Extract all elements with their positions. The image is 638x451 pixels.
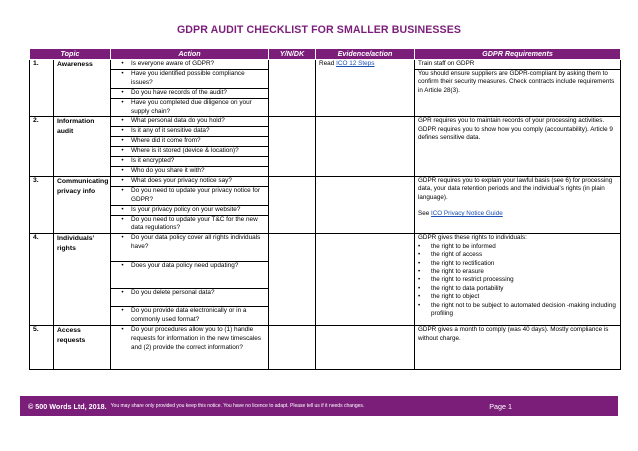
bullet-icon: • bbox=[418, 259, 421, 267]
action-text: Do you need to update your privacy notice for GDPR? bbox=[131, 186, 260, 203]
bullet-icon: • bbox=[121, 215, 124, 223]
row-number: 3. bbox=[30, 176, 54, 233]
row-number: 4. bbox=[30, 234, 54, 326]
bullet-icon: • bbox=[418, 242, 421, 250]
row-topic: Access requests bbox=[54, 326, 111, 370]
bullet-icon: • bbox=[418, 284, 421, 292]
action-cell bbox=[111, 147, 269, 157]
rights-list bbox=[418, 243, 617, 319]
action-text: Is your privacy policy on your website? bbox=[131, 205, 241, 213]
table-row bbox=[30, 176, 621, 186]
action-text: Do you have records of the audit? bbox=[131, 88, 227, 96]
action-cell bbox=[111, 234, 269, 262]
bullet-icon: • bbox=[121, 186, 124, 194]
table-row bbox=[30, 117, 621, 127]
action-text: Is it encrypted? bbox=[131, 157, 175, 165]
action-cell bbox=[111, 326, 269, 370]
action-text: Is it any of it sensitive data? bbox=[131, 127, 210, 135]
action-cell bbox=[111, 186, 269, 205]
footer-bar bbox=[20, 396, 618, 416]
table-row bbox=[30, 234, 621, 262]
footer-copyright: © 500 Words Ltd, 2018. bbox=[28, 401, 107, 411]
page-number: Page 1 bbox=[489, 401, 512, 411]
bullet-icon: • bbox=[121, 166, 124, 174]
row-number: 2. bbox=[30, 117, 54, 176]
ynd-cell[interactable] bbox=[269, 60, 316, 117]
requirement-cell: GDPR gives a month to comply (was 40 days). Mostly compliance is without charge. bbox=[415, 326, 621, 370]
action-text: Is everyone aware of GDPR? bbox=[131, 60, 215, 67]
action-text: Have you identified possible compliance issues? bbox=[131, 69, 245, 86]
action-cell bbox=[111, 127, 269, 137]
action-text: Have you completed due diligence on your supply chain? bbox=[131, 98, 252, 115]
requirement-cell: GPR requires you to maintain records of your processing activities. GDPR requires you to show how you comply (accountability). Article 9 defines sensitive data. bbox=[415, 117, 621, 176]
action-text: Do your procedures allow you to (1) handle requests for information in the new timescales and (2) provide the correct information? bbox=[131, 326, 262, 351]
row-number: 1. bbox=[30, 60, 54, 117]
bullet-icon: • bbox=[418, 267, 421, 275]
header-topic: Topic bbox=[30, 49, 111, 60]
checklist-table bbox=[29, 48, 621, 370]
action-cell bbox=[111, 262, 269, 289]
action-cell bbox=[111, 307, 269, 326]
action-text: Where is it stored (device & location)? bbox=[131, 147, 239, 155]
row-number: 5. bbox=[30, 326, 54, 370]
action-cell bbox=[111, 289, 269, 307]
requirement-cell: Train staff on GDPR bbox=[415, 60, 621, 70]
bullet-icon: • bbox=[121, 137, 124, 145]
header-requirements: GDPR Requirements bbox=[415, 49, 621, 60]
bullet-icon: • bbox=[121, 307, 124, 315]
bullet-icon: • bbox=[121, 147, 124, 155]
bullet-icon: • bbox=[121, 69, 124, 77]
evidence-cell[interactable] bbox=[316, 234, 415, 326]
bullet-icon: • bbox=[418, 293, 421, 301]
header-ynd: Y/N/DK bbox=[269, 49, 316, 60]
action-text: Do you delete personal data? bbox=[131, 289, 215, 297]
bullet-icon: • bbox=[121, 205, 124, 213]
bullet-icon: • bbox=[121, 60, 124, 67]
list-item: • the right to erasure bbox=[418, 267, 484, 275]
bullet-icon: • bbox=[418, 251, 421, 259]
bullet-icon: • bbox=[121, 262, 124, 270]
action-cell bbox=[111, 166, 269, 176]
ynd-cell[interactable] bbox=[269, 176, 316, 233]
bullet-icon: • bbox=[121, 234, 124, 242]
header-evidence: Evidence/action bbox=[316, 49, 415, 60]
action-cell bbox=[111, 137, 269, 147]
table-row bbox=[30, 326, 621, 370]
row-topic: Information audit bbox=[54, 117, 111, 176]
bullet-icon: • bbox=[121, 289, 124, 297]
action-cell bbox=[111, 69, 269, 88]
action-cell bbox=[111, 88, 269, 98]
action-cell bbox=[111, 157, 269, 167]
ynd-cell[interactable] bbox=[269, 234, 316, 326]
footer-notice: You may share only provided you keep this notice. You have no licence to adapt. Please tell us if it needs changes. bbox=[110, 403, 365, 409]
bullet-icon: • bbox=[121, 157, 124, 165]
evidence-text: Read bbox=[319, 60, 337, 67]
bullet-icon: • bbox=[121, 117, 124, 125]
action-cell bbox=[111, 215, 269, 234]
action-text: What does your privacy notice say? bbox=[131, 176, 232, 184]
table-header-row bbox=[30, 49, 621, 60]
action-text: Where did it come from? bbox=[131, 137, 201, 145]
row-topic: Awareness bbox=[54, 60, 111, 117]
bullet-icon: • bbox=[121, 127, 124, 135]
see-text: See bbox=[418, 210, 431, 218]
requirement-cell: You should ensure suppliers are GDPR-compliant by asking them to confirm their security measures. Check contracts include requirements in Article 28(3). bbox=[415, 69, 621, 117]
action-text: Do your data policy cover all rights individuals have? bbox=[131, 234, 261, 251]
action-cell bbox=[111, 60, 269, 70]
action-cell bbox=[111, 117, 269, 127]
list-item: • the right of access bbox=[418, 251, 483, 259]
list-item: • the right to restrict processing bbox=[418, 276, 514, 284]
ynd-cell[interactable] bbox=[269, 117, 316, 176]
list-item: • the right not to be subject to automated decision -making including profiling bbox=[418, 301, 616, 317]
row-topic: Communicating privacy info bbox=[54, 176, 111, 233]
list-item: • the right to rectification bbox=[418, 259, 495, 267]
evidence-cell bbox=[316, 60, 415, 117]
header-action: Action bbox=[111, 49, 269, 60]
action-text: Do you provide data electronically or in a commonly used format? bbox=[131, 307, 247, 324]
evidence-cell[interactable] bbox=[316, 117, 415, 176]
bullet-icon: • bbox=[121, 326, 124, 334]
action-cell bbox=[111, 205, 269, 215]
ico-12-steps-link[interactable]: ICO 12 Steps bbox=[336, 60, 375, 67]
action-cell bbox=[111, 176, 269, 186]
action-cell bbox=[111, 98, 269, 117]
bullet-icon: • bbox=[418, 301, 421, 309]
evidence-cell[interactable] bbox=[316, 176, 415, 233]
bullet-icon: • bbox=[121, 176, 124, 184]
document-title: GDPR AUDIT CHECKLIST FOR SMALLER BUSINESSES bbox=[176, 24, 462, 36]
ynd-cell[interactable] bbox=[269, 326, 316, 370]
list-item: • the right to data portability bbox=[418, 284, 504, 292]
bullet-icon: • bbox=[121, 98, 124, 106]
action-text: Who do you share it with? bbox=[131, 166, 205, 174]
bullet-icon: • bbox=[121, 88, 124, 96]
action-text: Do you need to update your T&C for the new data regulations? bbox=[131, 215, 258, 232]
bullet-icon: • bbox=[418, 276, 421, 284]
evidence-cell[interactable] bbox=[316, 326, 415, 370]
row-topic: Individuals’ rights bbox=[54, 234, 111, 326]
requirement-cell bbox=[415, 234, 621, 326]
list-item: • the right to be informed bbox=[418, 242, 496, 250]
action-text: What personal data do you hold? bbox=[131, 117, 225, 125]
requirement-intro: GDPR gives these rights to individuals: bbox=[418, 234, 527, 242]
list-item: • the right to object bbox=[418, 293, 480, 301]
requirement-cell bbox=[415, 176, 621, 233]
table-row bbox=[30, 60, 621, 70]
action-text: Does your data policy need updating? bbox=[131, 262, 239, 270]
ico-privacy-notice-link[interactable]: ICO Privacy Notice Guide bbox=[430, 210, 503, 218]
requirement-text: GDPR requires you to explain your lawful basis (see 6) for processing data, your data retention periods and the individual’s rights (in plain language). bbox=[418, 176, 613, 201]
